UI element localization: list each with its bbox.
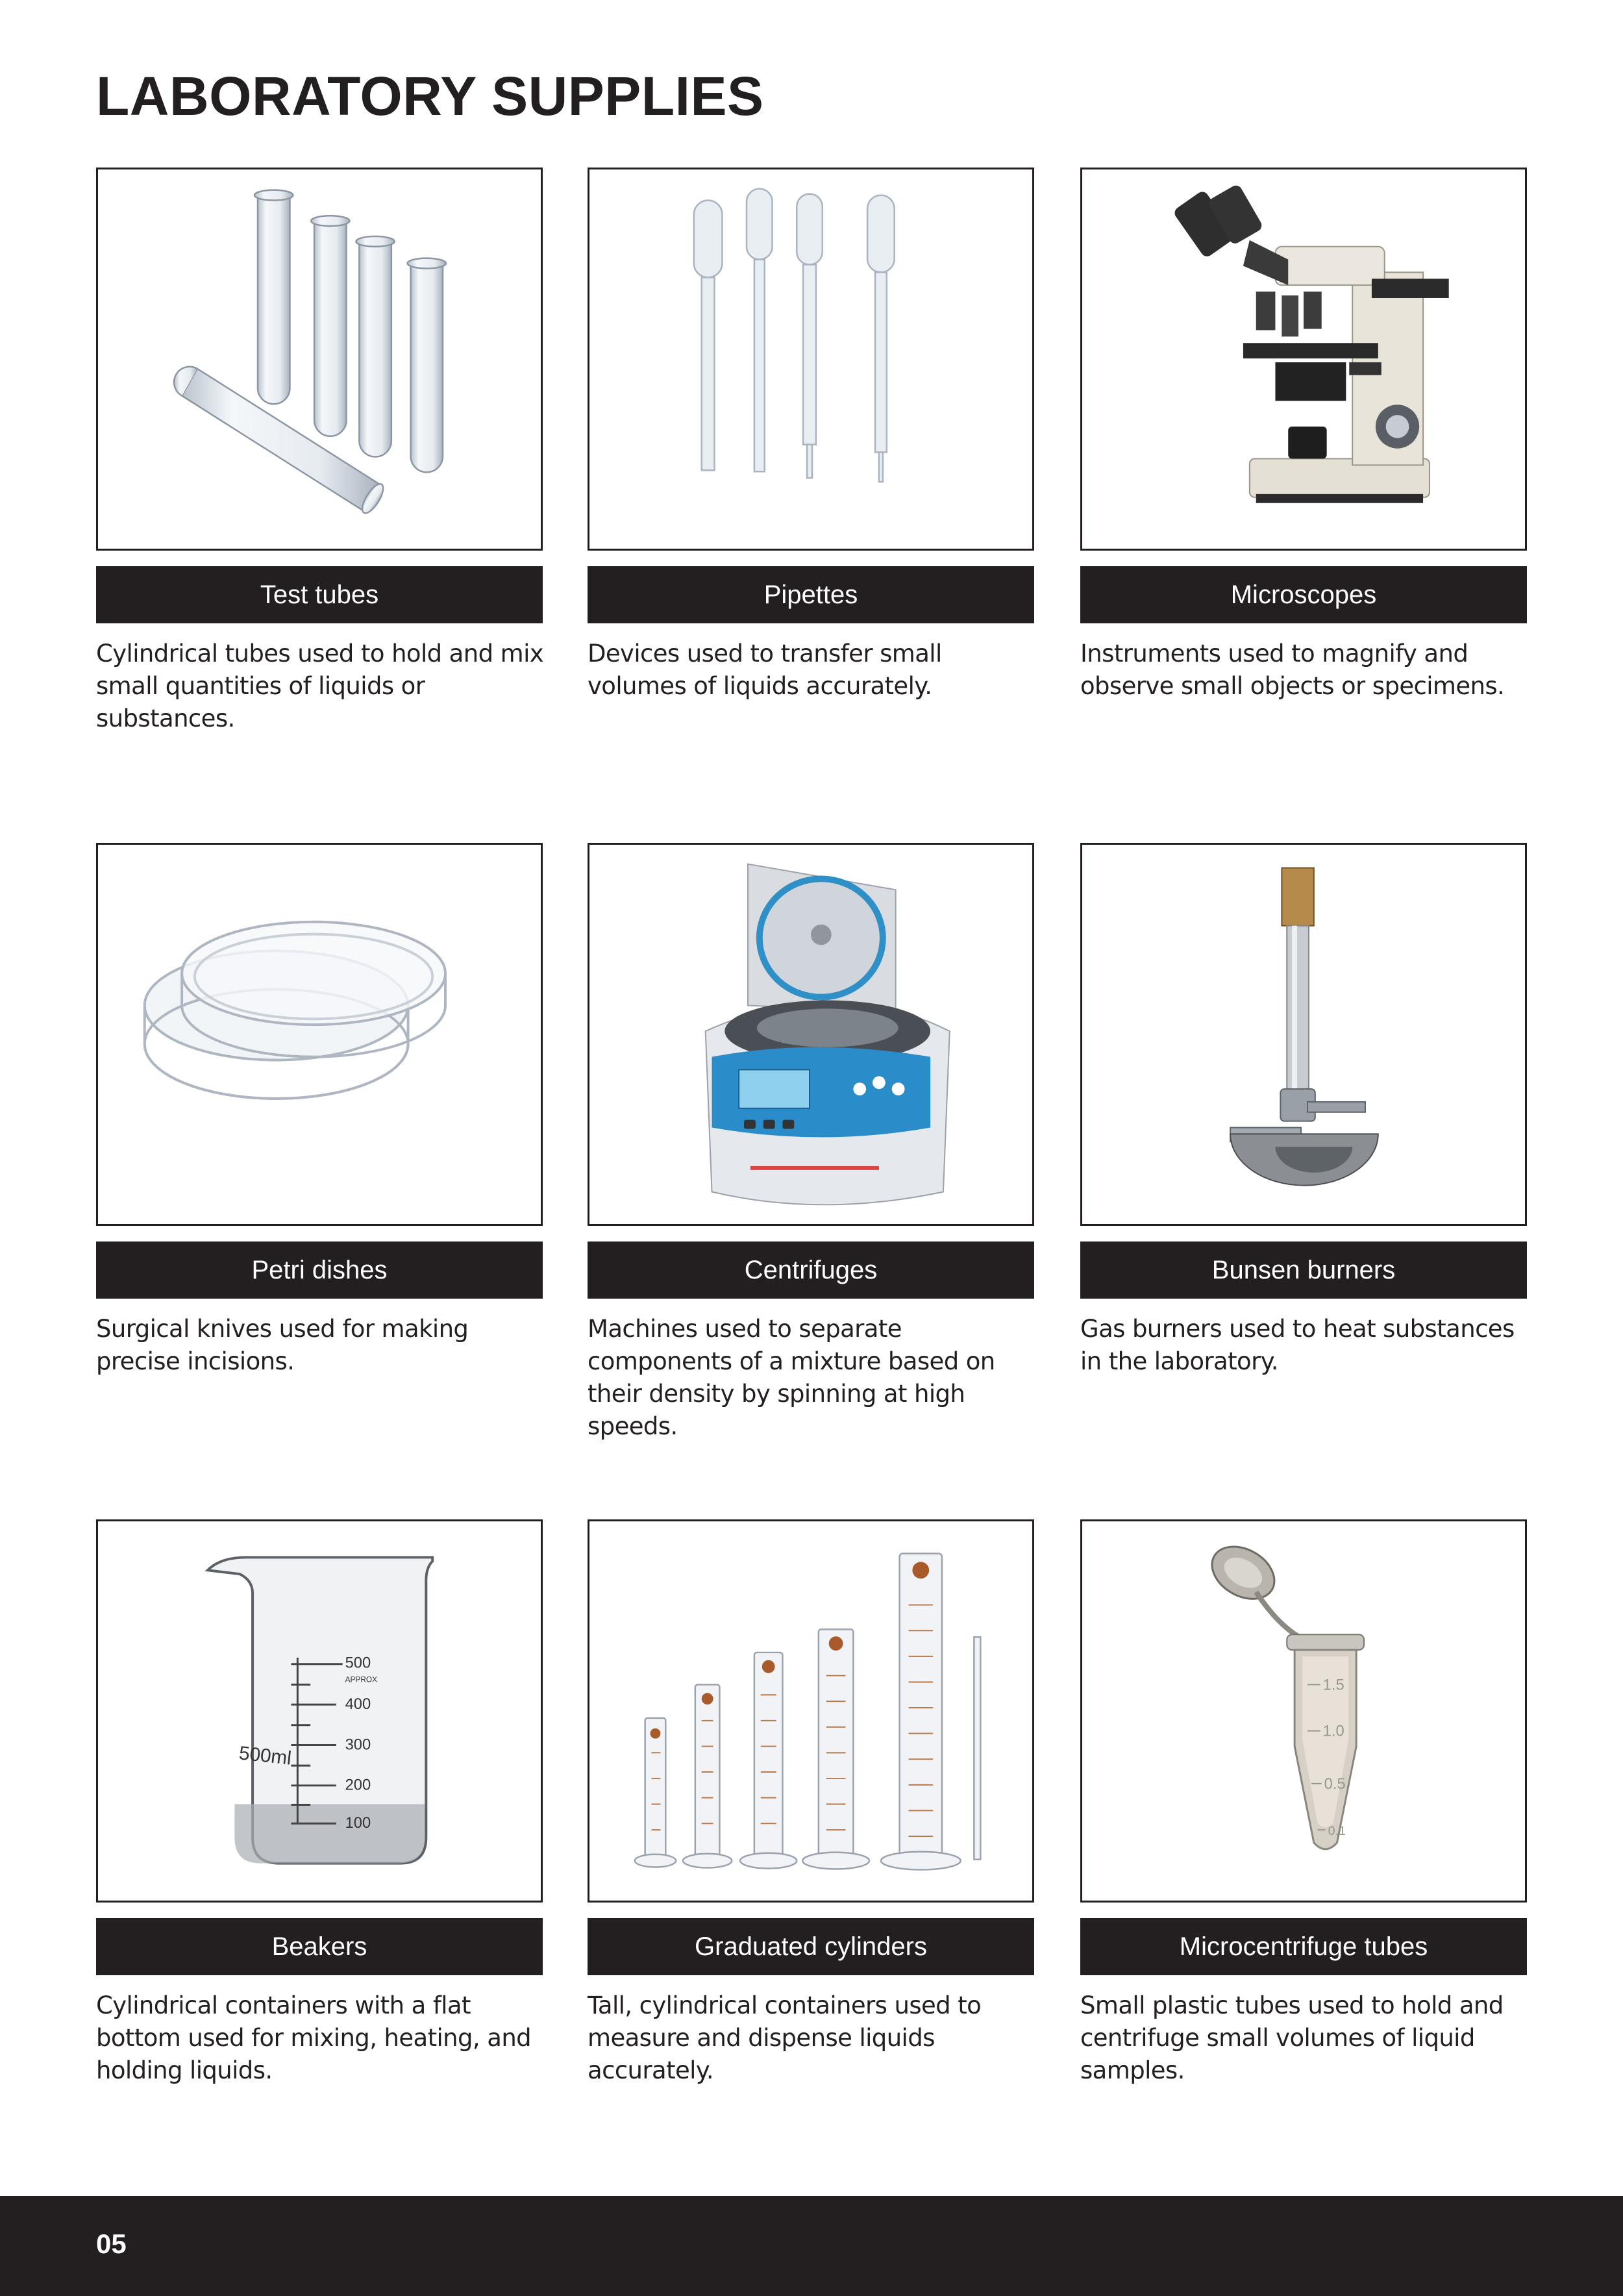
page-number: 05 — [96, 2228, 127, 2259]
pipettes-label: Pipettes — [588, 566, 1034, 623]
beaker-mark-300: 300 — [345, 1736, 371, 1754]
centrifuges-image — [588, 843, 1034, 1226]
product-card-test-tubes — [96, 168, 543, 735]
page-title: LABORATORY SUPPLIES — [96, 66, 764, 127]
beaker-mark-200: 200 — [345, 1776, 371, 1794]
beaker-mark-400: 400 — [345, 1695, 371, 1714]
beakers-description: Cylindrical containers with a flat bottom used for mixing, heating, and holding liquids. — [96, 1991, 532, 2084]
microcentrifuge-tubes-description: Small plastic tubes used to hold and centrifuge small volumes of liquid samples. — [1080, 1991, 1504, 2084]
pipettes-icon — [589, 169, 1032, 549]
product-card-microscopes — [1080, 168, 1527, 703]
pipettes-image — [588, 168, 1034, 551]
centrifuges-description: Machines used to separate components of a mixture based on their density by spinning at high speeds. — [588, 1315, 995, 1440]
product-card-centrifuges — [588, 843, 1034, 1443]
graduated-cylinder-icon — [589, 1521, 1032, 1901]
test-tubes-image — [96, 168, 543, 551]
product-card-pipettes — [588, 168, 1034, 703]
microscopes-description: Instruments used to magnify and observe small objects or specimens. — [1080, 640, 1505, 700]
petri-dishes-image — [96, 843, 543, 1226]
microcentrifuge-tubes-image — [1080, 1519, 1527, 1903]
graduated-cylinders-label: Graduated cylinders — [588, 1918, 1034, 1975]
microtube-mark-0.5: 0.5 — [1324, 1775, 1346, 1793]
graduated-cylinders-image — [588, 1519, 1034, 1903]
microcentrifuge-tube-icon — [1082, 1521, 1525, 1901]
product-card-microcentrifuge-tubes — [1080, 1519, 1527, 2087]
beaker-capacity: 500ml — [238, 1742, 293, 1769]
microscopes-image — [1080, 168, 1527, 551]
product-card-beakers — [96, 1519, 543, 2087]
beaker-mark-approx: APPROX — [345, 1675, 378, 1684]
page-footer — [0, 2196, 1623, 2296]
petri-dishes-label: Petri dishes — [96, 1242, 543, 1299]
graduated-cylinders-description: Tall, cylindrical containers used to measure and dispense liquids accurately. — [588, 1991, 982, 2084]
centrifuge-icon — [589, 845, 1032, 1224]
product-card-petri-dishes — [96, 843, 543, 1378]
microscopes-label: Microscopes — [1080, 566, 1527, 623]
centrifuges-label: Centrifuges — [588, 1242, 1034, 1299]
bunsen-burners-description: Gas burners used to heat substances in the laboratory. — [1080, 1315, 1515, 1375]
pipettes-description: Devices used to transfer small volumes of liquids accurately. — [588, 640, 942, 700]
test-tubes-icon — [98, 169, 541, 549]
product-card-graduated-cylinders — [588, 1519, 1034, 2087]
petri-dishes-description: Surgical knives used for making precise incisions. — [96, 1315, 469, 1375]
microtube-mark-1.0: 1.0 — [1322, 1722, 1344, 1740]
beakers-label: Beakers — [96, 1918, 543, 1975]
petri-dish-icon — [98, 845, 541, 1224]
test-tubes-label: Test tubes — [96, 566, 543, 623]
beaker-icon — [98, 1521, 541, 1901]
beaker-mark-100: 100 — [345, 1814, 371, 1832]
test-tubes-description: Cylindrical tubes used to hold and mix small quantities of liquids or substances. — [96, 640, 544, 732]
microscope-icon — [1082, 169, 1525, 549]
bunsen-burner-icon — [1082, 845, 1525, 1224]
product-card-bunsen-burners — [1080, 843, 1527, 1378]
microtube-mark-1.5: 1.5 — [1322, 1676, 1344, 1694]
beakers-image — [96, 1519, 543, 1903]
microcentrifuge-tubes-label: Microcentrifuge tubes — [1080, 1918, 1527, 1975]
beaker-mark-500: 500 — [345, 1654, 371, 1672]
microtube-mark-0.1: 0.1 — [1328, 1824, 1346, 1839]
bunsen-burners-label: Bunsen burners — [1080, 1242, 1527, 1299]
bunsen-burners-image — [1080, 843, 1527, 1226]
